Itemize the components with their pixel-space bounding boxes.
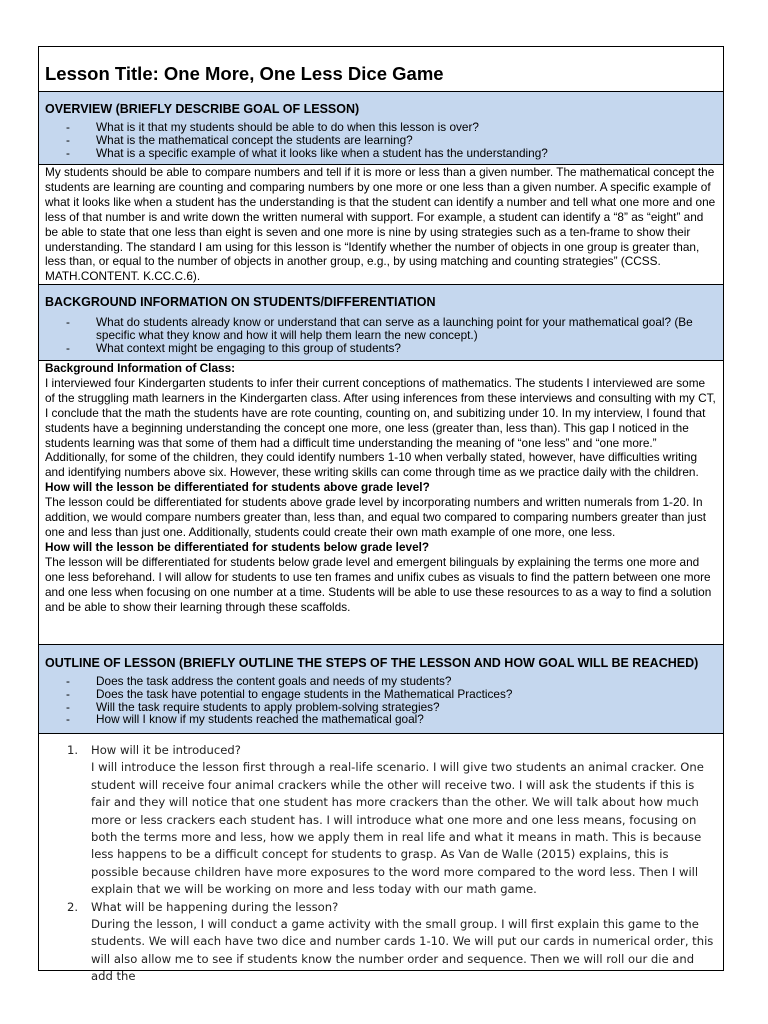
list-item: [45, 899, 717, 986]
title-row: [39, 47, 723, 92]
above-level-text: The lesson could be differentiated for students above grade level by incorporating numbers and written numerals from 1-20. In addition, we would compare numbers greater than, less than, and equal two compared to comparing numbers greater than just one and less than just one. Additionally, students could create their own math example of one more, one less.: [45, 495, 707, 539]
overview-header: [39, 92, 723, 165]
overview-body: [39, 165, 723, 285]
list-item: - What is the mathematical concept the students are learning?: [45, 134, 717, 147]
overview-heading: OVERVIEW (BRIEFLY DESCRIBE GOAL OF LESSON): [45, 102, 360, 116]
background-heading: BACKGROUND INFORMATION ON STUDENTS/DIFFERENTIATION: [45, 295, 436, 309]
below-level-text: The lesson will be differentiated for students below grade level and emergent bilinguals by explaining the terms one more and one less beforehand. I will allow for students to use ten frames and unifix cubes as visuals to find the pattern between one more and one less when focusing on one number at a time. Students will be able to use these resources to as a way to find a solution and be able to show their learning through these scaffolds.: [45, 554, 712, 614]
list-item: - What do students already know or understand that can serve as a launching point for your mathematical goal? (Be specific what they know and how it will help them learn the new concept.): [45, 316, 717, 342]
step-question: How will it be introduced?: [91, 743, 241, 757]
outline-header: [39, 645, 723, 734]
step-answer: I will introduce the lesson first through a real-life scenario. I will give two students an animal cracker. One student will receive four animal crackers while the other will receive two. I will ask the students if this is fair and they will notice that one student has more crackers than the other. We will talk about how much more or less crackers each student has. I will introduce what one more and one less means, focusing on both the terms more and less, how we apply them in real life and what it means in math. This is because less happens to be a difficult concept for students to grasp. As Van de Walle (2015) explains, this is possible because children have more exposures to the word more compared to the word less. Then I will explain that we will be working on more and less today with our math game.: [91, 760, 704, 897]
overview-text: My students should be able to compare numbers and tell if it is more or less than a given number. The mathematical concept the students are learning are counting and comparing numbers by one more or one less than a given number. A specific example of what it looks like when a student has the understanding is that the student can identify a number and tell what one more and one less of that number is and write down the written numeral with support. For example, a student can identify a “8” as “eight” and be able to state that one less than eight is seven and one more is nine by using strategies such as a ten-frame to show their understanding. The standard I am using for this lesson is “Identify whether the number of objects in one group is greater than, less than, or equal to the number of objects in another group, e.g., by using matching and counting strategies” (CCSS. MATH.CONTENT. K.CC.C.6).: [45, 165, 716, 284]
background-header: [39, 285, 723, 361]
background-body: [39, 361, 723, 645]
list-item: - Will the task require students to apply problem-solving strategies?: [45, 701, 717, 714]
lesson-title: Lesson Title: One More, One Less Dice Game: [45, 63, 444, 84]
outline-steps: [45, 742, 717, 986]
background-questions: [45, 316, 717, 354]
list-item: [45, 742, 717, 899]
step-question: What will be happening during the lesson?: [91, 899, 339, 914]
list-item: - What context might be engaging to this group of students?: [45, 342, 717, 355]
below-level-heading: How will the lesson be differentiated for students below grade level?: [45, 539, 430, 554]
list-item: - What is a specific example of what it looks like when a student has the understanding?: [45, 147, 717, 160]
outline-body: [39, 734, 723, 984]
step-answer: During the lesson, I will conduct a game activity with the small group. I will first explain this game to the students. We will each have two dice and number cards 1-10. We will put our cards in numerical order, this will also allow me to see if students know the number order and sequence. Then we will roll our die and add the: [91, 917, 714, 984]
above-level-heading: How will the lesson be differentiated for students above grade level?: [45, 480, 430, 495]
class-info-text: I interviewed four Kindergarten students to infer their current conceptions of mathematics. The students I interviewed are some of the struggling math learners in the Kindergarten class. After using inferences from these interviews and consulting with my CT, I conclude that the math the students have are rote counting, counting on, and subitizing under 10. In my interview, I found that students have a beginning understanding the concept one more, one less (greater than, less than). This gap I noticed in the students learning was that some of them had a difficult time understanding the meaning of “one less” and “one more.” Additionally, for some of the children, they could identify numbers 1-10 when verbally stated, however, have difficulties writing and identifying numbers above six. However, these writing skills can come through time as we practice daily with the children.: [45, 375, 716, 480]
list-item: - What is it that my students should be able to do when this lesson is over?: [45, 121, 717, 134]
step-number: 1.: [67, 743, 79, 757]
lesson-plan-table: [38, 46, 724, 984]
class-info-heading: Background Information of Class:: [45, 361, 236, 375]
outline-questions: [45, 675, 717, 726]
outline-heading: OUTLINE OF LESSON (BRIEFLY OUTLINE THE STEPS OF THE LESSON AND HOW GOAL WILL BE REACHED): [45, 656, 699, 670]
list-item: - Does the task have potential to engage students in the Mathematical Practices?: [45, 688, 717, 701]
step-number: 2.: [67, 899, 79, 914]
list-item: - How will I know if my students reached the mathematical goal?: [45, 713, 717, 726]
overview-questions: [45, 121, 717, 159]
list-item: - Does the task address the content goals and needs of my students?: [45, 675, 717, 688]
